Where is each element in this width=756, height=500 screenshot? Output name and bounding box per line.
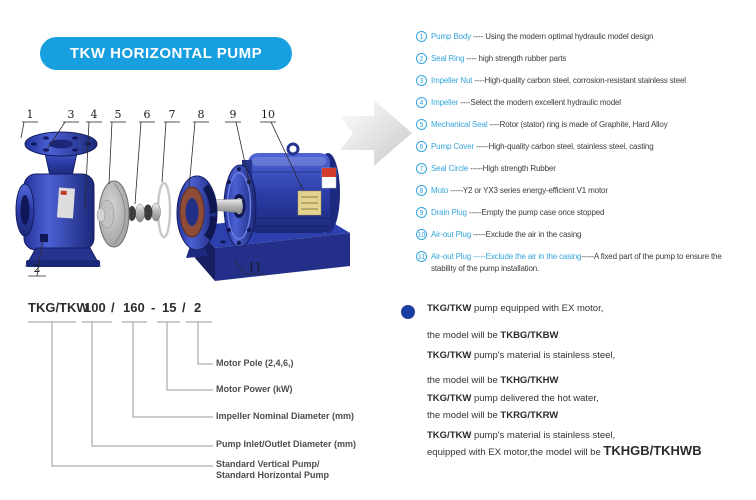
pump-exploded-diagram <box>12 98 422 293</box>
callout-number: 5 <box>114 108 122 121</box>
page-title: TKW HORIZONTAL PUMP <box>69 45 263 62</box>
part-name: Pump Cover <box>431 142 474 151</box>
part-name: Impeller Nut <box>431 76 473 85</box>
note-text: the model will be <box>427 410 501 421</box>
model-token-impeller: 160 <box>123 300 145 315</box>
note-line <box>427 303 603 314</box>
note-text: equipped with EX motor,the model will be <box>427 447 604 458</box>
model-token-sep1: / <box>111 300 115 315</box>
model-token-sep3: / <box>182 300 186 315</box>
note-line <box>427 430 615 441</box>
label-motor-pole: Motor Pole (2,4,6,) <box>216 358 294 368</box>
part-name: Pump Body <box>431 32 472 41</box>
legend-number-badge: 3 <box>416 75 427 86</box>
part-description: ----Select the modern excellent hydraulic model <box>458 98 621 107</box>
callout-number: 4 <box>90 108 98 121</box>
bullet-dot <box>401 305 415 319</box>
callout-number: 10 <box>261 108 275 121</box>
legend-item-8 <box>416 185 754 197</box>
part-description: -----High strength Rubber <box>468 164 556 173</box>
label-standard-line1: Standard Vertical Pump/ <box>216 459 320 469</box>
part-name: Seal Circle <box>431 164 469 173</box>
note-line <box>427 410 558 421</box>
legend-item-1 <box>416 31 754 43</box>
callout-number: 6 <box>143 108 151 121</box>
label-motor-power: Motor Power (kW) <box>216 384 293 394</box>
legend-number-badge: 5 <box>416 119 427 130</box>
callout-number: 9 <box>229 108 237 121</box>
note-text: pump's material is stainless steel, <box>471 350 616 361</box>
label-inlet-outlet: Pump Inlet/Outlet Diameter (mm) <box>216 439 357 449</box>
note-text: pump equipped with EX motor, <box>471 303 604 314</box>
model-callout-lines <box>25 318 225 478</box>
model-token-sep2: - <box>151 300 156 315</box>
note-line <box>427 443 702 458</box>
legend-number-badge: 8 <box>416 185 427 196</box>
callout-number: 3 <box>67 108 75 121</box>
legend-number-badge: 10 <box>416 229 427 240</box>
legend-item-10 <box>416 229 754 241</box>
note-line <box>427 375 558 386</box>
arrow-right-graphic <box>340 100 412 166</box>
note-line <box>427 350 615 361</box>
part-description: -----High-quality carbon steel, stainless steel, casting <box>473 142 654 151</box>
note-line <box>427 330 558 341</box>
part-name: Air-out Plug <box>431 230 471 239</box>
note-series: TKG/TKW <box>427 303 472 314</box>
part-description: ----High-quality carbon steel, corrosion-resistant stainless steel <box>472 76 686 85</box>
part-name: Air-out Plug -----Exclude the air in the casing <box>431 252 582 261</box>
note-line <box>427 393 599 404</box>
part-name: Seal Ring <box>431 54 465 63</box>
legend-number-badge: 1 <box>416 31 427 42</box>
legend-item-9 <box>416 207 754 219</box>
legend-number-badge: 6 <box>416 141 427 152</box>
legend-item-3 <box>416 75 754 87</box>
note-series: TKG/TKW <box>427 350 472 361</box>
model-token-power: 15 <box>162 300 177 315</box>
part-description: ----Rotor (stator) ring is made of Graphite, Hard Alloy <box>487 120 668 129</box>
legend-item-2 <box>416 53 754 65</box>
part-description: ---- Using the modern optimal hydraulic model design <box>471 32 654 41</box>
label-standard-line2: Standard Horizontal Pump <box>216 470 330 480</box>
callout-number: 7 <box>168 108 176 121</box>
legend-number-badge: 4 <box>416 97 427 108</box>
part-description: -----A fixed part of the pump to ensure the stability of the pump installation. <box>431 252 722 273</box>
part-name: Mechanical Seal <box>431 120 488 129</box>
legend-item-5 <box>416 119 754 131</box>
label-standard-pump <box>216 459 329 481</box>
part-description: -----Exclude the air in the casing <box>471 230 582 239</box>
part-name: Drain Plug <box>431 208 467 217</box>
part-name: Moto <box>431 186 449 195</box>
motor-illustration <box>242 144 340 233</box>
callout-number: 1 <box>26 108 34 121</box>
part-description: ---- high strength rubber parts <box>464 54 567 63</box>
legend-item-4 <box>416 97 754 109</box>
legend-number-badge: 7 <box>416 163 427 174</box>
legend-number-badge: 2 <box>416 53 427 64</box>
title-banner <box>40 37 292 70</box>
model-code-row <box>28 300 238 316</box>
note-model-code: TKRG/TKRW <box>500 410 559 421</box>
callout-number: 8 <box>197 108 205 121</box>
note-text: the model will be <box>427 330 501 341</box>
note-model-code: TKHG/TKHW <box>500 375 559 386</box>
part-description: -----Empty the pump case once stopped <box>466 208 605 217</box>
label-impeller-diameter: Impeller Nominal Diameter (mm) <box>216 411 355 421</box>
model-token-series: TKG/TKW <box>28 300 89 315</box>
part-name: Impeller <box>431 98 459 107</box>
part-description: -----Y2 or YX3 series energy-efficient V1 motor <box>448 186 608 195</box>
callout-number: 2 <box>33 262 41 275</box>
note-model-code: TKBG/TKBW <box>500 330 559 341</box>
note-text: the model will be <box>427 375 501 386</box>
model-token-pole: 2 <box>194 300 202 315</box>
callout-number: 11 <box>248 261 262 274</box>
model-token-inlet: 100 <box>84 300 106 315</box>
note-text: pump's material is stainless steel, <box>471 430 616 441</box>
legend-number-badge: 9 <box>416 207 427 218</box>
legend-number-badge: 11 <box>416 251 427 262</box>
note-text: pump delivered the hot water, <box>471 393 599 404</box>
note-series: TKG/TKW <box>427 393 472 404</box>
legend-item-6 <box>416 141 754 153</box>
legend-item-11 <box>416 251 746 275</box>
note-series: TKG/TKW <box>427 430 472 441</box>
parts-legend <box>416 31 754 285</box>
legend-item-7 <box>416 163 754 175</box>
impeller-illustration <box>97 181 129 247</box>
note-model-code: TKHGB/TKHWB <box>603 443 702 458</box>
